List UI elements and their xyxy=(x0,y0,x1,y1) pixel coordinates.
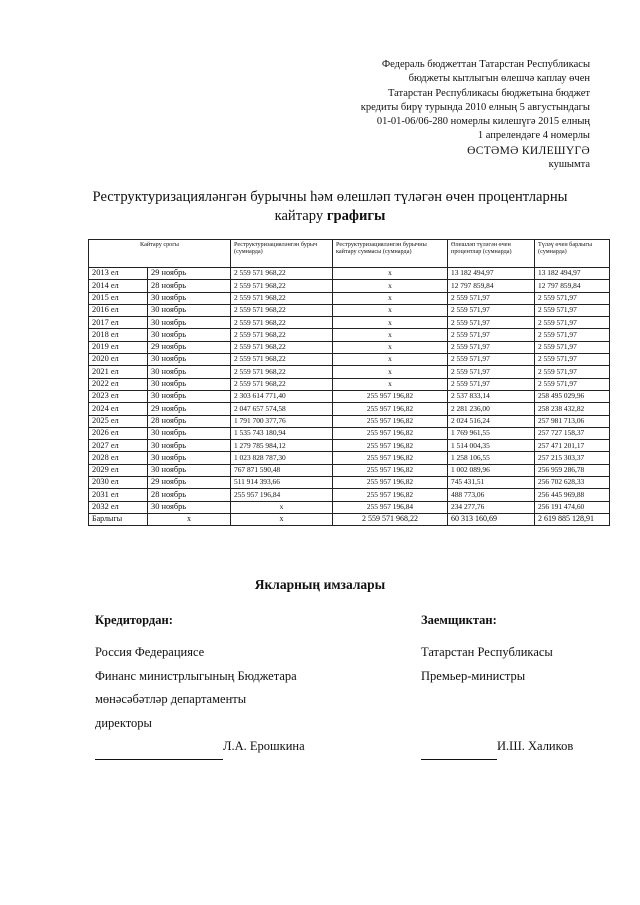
document-title xyxy=(60,188,600,226)
borrower-line: Премьер-министры xyxy=(421,668,526,683)
header-appendix-label: кушымта xyxy=(548,159,590,171)
cell-year: 2032 ел xyxy=(89,501,148,513)
table-row xyxy=(89,403,610,415)
cell-debt: 1 279 785 984,12 xyxy=(231,440,333,452)
cell-year: 2014 ел xyxy=(89,280,148,292)
cell-interest: 2 559 571,97 xyxy=(448,329,535,341)
cell-repayment: x xyxy=(333,317,448,329)
cell-total: 13 182 494,97 xyxy=(535,268,610,280)
cell-repayment: x xyxy=(333,341,448,353)
cell-debt: 2 559 571 968,22 xyxy=(231,268,333,280)
cell-debt: 1 791 700 377,76 xyxy=(231,415,333,427)
cell-date: 30 ноябрь xyxy=(148,329,231,341)
title-line-2b: графигы xyxy=(326,208,386,224)
cell-interest: 2 559 571,97 xyxy=(448,292,535,304)
cell-repayment: x xyxy=(333,366,448,378)
cell-repayment: x xyxy=(333,378,448,390)
cell-debt: 1 535 743 180,94 xyxy=(231,427,333,439)
cell-debt: 2 559 571 968,22 xyxy=(231,366,333,378)
cell-year: 2019 ел xyxy=(89,341,148,353)
cell-repayment: 255 957 196,84 xyxy=(333,501,448,513)
borrower-signature-line xyxy=(421,735,621,760)
cell-total: 2 559 571,97 xyxy=(535,354,610,366)
cell-year: 2015 ел xyxy=(89,292,148,304)
table-row xyxy=(89,317,610,329)
header-line: Татарстан Республикасы бюджетына бюджет xyxy=(387,87,590,99)
table-total-row xyxy=(89,513,610,525)
cell-year: 2026 ел xyxy=(89,427,148,439)
cell-interest: 1 258 106,55 xyxy=(448,452,535,464)
cell-repayment: 255 957 196,82 xyxy=(333,403,448,415)
cell-date: 30 ноябрь xyxy=(148,501,231,513)
cell-date: 30 ноябрь xyxy=(148,304,231,316)
signature-blank xyxy=(95,735,223,760)
cell-debt: x xyxy=(231,501,333,513)
cell-repayment: 255 957 196,82 xyxy=(333,427,448,439)
cell-interest: 2 281 236,00 xyxy=(448,403,535,415)
cell-total: 256 959 286,78 xyxy=(535,464,610,476)
cell-repayment: 255 957 196,82 xyxy=(333,464,448,476)
cell-interest: 1 769 961,55 xyxy=(448,427,535,439)
cell-year: 2013 ел xyxy=(89,268,148,280)
creditor-line: Россия Федерациясе xyxy=(95,645,205,659)
cell-repayment: 255 957 196,82 xyxy=(333,477,448,489)
creditor-signature-block xyxy=(95,613,395,760)
cell-debt: 255 957 196,84 xyxy=(231,489,333,501)
table-row xyxy=(89,427,610,439)
cell-repayment: x xyxy=(333,329,448,341)
cell-interest: 745 431,51 xyxy=(448,477,535,489)
cell-debt: 511 914 393,66 xyxy=(231,477,333,489)
creditor-name: Л.А. Ерошкина xyxy=(223,739,305,753)
cell-year: 2024 ел xyxy=(89,403,148,415)
cell-interest: 12 797 859,84 xyxy=(448,280,535,292)
cell-date: 30 ноябрь xyxy=(148,317,231,329)
cell-total: 2 559 571,97 xyxy=(535,292,610,304)
total-cell-debt: x xyxy=(231,513,333,525)
cell-total: 257 727 158,37 xyxy=(535,427,610,439)
table-row xyxy=(89,464,610,476)
cell-repayment: 255 957 196,82 xyxy=(333,489,448,501)
cell-repayment: x xyxy=(333,268,448,280)
cell-total: 258 238 432,82 xyxy=(535,403,610,415)
cell-year: 2031 ел xyxy=(89,489,148,501)
cell-repayment: 255 957 196,82 xyxy=(333,415,448,427)
cell-total: 2 559 571,97 xyxy=(535,366,610,378)
header-line: бюджеты кытлыгын өлешчә каплау өчен xyxy=(408,73,590,85)
cell-repayment: x xyxy=(333,292,448,304)
cell-date: 30 ноябрь xyxy=(148,354,231,366)
cell-interest: 2 559 571,97 xyxy=(448,378,535,390)
cell-date: 30 ноябрь xyxy=(148,366,231,378)
cell-year: 2021 ел xyxy=(89,366,148,378)
cell-date: 29 ноябрь xyxy=(148,477,231,489)
cell-year: 2018 ел xyxy=(89,329,148,341)
cell-debt: 2 559 571 968,22 xyxy=(231,304,333,316)
cell-interest: 2 559 571,97 xyxy=(448,341,535,353)
borrower-role: Заемщиктан: xyxy=(421,613,497,627)
table-body xyxy=(89,268,610,526)
table-row xyxy=(89,292,610,304)
cell-total: 257 471 201,17 xyxy=(535,440,610,452)
cell-interest: 13 182 494,97 xyxy=(448,268,535,280)
cell-year: 2016 ел xyxy=(89,304,148,316)
header-agreement-title: ӨСТӘМӘ КИЛЕШҮГӘ xyxy=(467,144,590,157)
total-cell-date: x xyxy=(148,513,231,525)
cell-total: 256 702 628,33 xyxy=(535,477,610,489)
total-cell-interest: 60 313 160,69 xyxy=(448,513,535,525)
cell-year: 2022 ел xyxy=(89,378,148,390)
cell-date: 30 ноябрь xyxy=(148,390,231,402)
cell-debt: 2 559 571 968,22 xyxy=(231,341,333,353)
cell-debt: 2 047 657 574,58 xyxy=(231,403,333,415)
cell-date: 29 ноябрь xyxy=(148,403,231,415)
cell-year: 2027 ел xyxy=(89,440,148,452)
borrower-name: И.Ш. Халиков xyxy=(497,739,574,753)
cell-date: 30 ноябрь xyxy=(148,378,231,390)
cell-year: 2030 ел xyxy=(89,477,148,489)
repayment-schedule-table xyxy=(88,239,610,526)
table-row xyxy=(89,390,610,402)
appendix-header xyxy=(290,58,590,172)
table-row xyxy=(89,341,610,353)
table-row xyxy=(89,452,610,464)
cell-repayment: 255 957 196,82 xyxy=(333,452,448,464)
cell-date: 30 ноябрь xyxy=(148,440,231,452)
cell-date: 29 ноябрь xyxy=(148,341,231,353)
borrower-line: Татарстан Республикасы xyxy=(421,645,553,659)
cell-debt: 2 559 571 968,22 xyxy=(231,280,333,292)
cell-debt: 2 559 571 968,22 xyxy=(231,378,333,390)
total-cell-repayment: 2 559 571 968,22 xyxy=(333,513,448,525)
cell-date: 29 ноябрь xyxy=(148,268,231,280)
cell-repayment: 255 957 196,82 xyxy=(333,390,448,402)
cell-year: 2029 ел xyxy=(89,464,148,476)
cell-total: 2 559 571,97 xyxy=(535,317,610,329)
header-cell-term: Кайтару срогы xyxy=(89,240,231,268)
table-row xyxy=(89,477,610,489)
creditor-line: Финанс министрлыгының Бюджетара xyxy=(95,668,297,683)
cell-total: 257 981 713,06 xyxy=(535,415,610,427)
table-row xyxy=(89,304,610,316)
cell-total: 2 559 571,97 xyxy=(535,378,610,390)
cell-total: 2 559 571,97 xyxy=(535,329,610,341)
cell-interest: 488 773,06 xyxy=(448,489,535,501)
table-row xyxy=(89,354,610,366)
cell-date: 28 ноябрь xyxy=(148,489,231,501)
header-line: 1 апрелендәге 4 номерлы xyxy=(477,130,590,142)
cell-debt: 2 559 571 968,22 xyxy=(231,329,333,341)
signature-blank xyxy=(421,735,497,760)
creditor-role: Кредитордан: xyxy=(95,613,173,627)
table-header-row xyxy=(89,240,610,268)
table-row xyxy=(89,489,610,501)
table-row xyxy=(89,378,610,390)
header-line: 01-01-06/06-280 номерлы килешүгә 2015 елның xyxy=(376,116,590,128)
cell-total: 258 495 029,96 xyxy=(535,390,610,402)
cell-debt: 2 559 571 968,22 xyxy=(231,354,333,366)
header-line: кредиты бирү турында 2010 елның 5 августындагы xyxy=(360,101,590,113)
table-row xyxy=(89,501,610,513)
cell-total: 256 445 969,88 xyxy=(535,489,610,501)
cell-year: 2028 ел xyxy=(89,452,148,464)
cell-year: 2023 ел xyxy=(89,390,148,402)
cell-year: 2025 ел xyxy=(89,415,148,427)
header-line: Федераль бюджеттан Татарстан Республикасы xyxy=(381,59,590,70)
total-cell-year: Барлыгы xyxy=(89,513,148,525)
total-cell-total: 2 619 885 128,91 xyxy=(535,513,610,525)
title-line-2a: кайтару xyxy=(274,208,327,224)
table-row xyxy=(89,268,610,280)
cell-total: 256 191 474,60 xyxy=(535,501,610,513)
table-row xyxy=(89,440,610,452)
header-cell-total: Түләү өчен барлыгы (сумнарда) xyxy=(535,240,610,268)
cell-total: 12 797 859,84 xyxy=(535,280,610,292)
title-line-2 xyxy=(60,207,600,226)
cell-repayment: x xyxy=(333,280,448,292)
cell-year: 2020 ел xyxy=(89,354,148,366)
cell-interest: 2 559 571,97 xyxy=(448,304,535,316)
cell-total: 2 559 571,97 xyxy=(535,341,610,353)
table-row xyxy=(89,366,610,378)
cell-repayment: x xyxy=(333,304,448,316)
cell-date: 28 ноябрь xyxy=(148,280,231,292)
cell-interest: 2 559 571,97 xyxy=(448,354,535,366)
header-cell-interest: Өлешләп түләгән өчен процентлар (сумнарда) xyxy=(448,240,535,268)
cell-year: 2017 ел xyxy=(89,317,148,329)
cell-interest: 2 024 516,24 xyxy=(448,415,535,427)
creditor-line: мөнәсәбәтләр департаменты xyxy=(95,692,247,706)
cell-debt: 1 023 828 787,30 xyxy=(231,452,333,464)
signatures-heading: Якларның имзалары xyxy=(254,577,386,592)
borrower-signature-block xyxy=(421,613,621,760)
cell-total: 2 559 571,97 xyxy=(535,304,610,316)
table-row xyxy=(89,415,610,427)
cell-interest: 2 537 833,14 xyxy=(448,390,535,402)
creditor-signature-line xyxy=(95,735,395,760)
cell-date: 28 ноябрь xyxy=(148,415,231,427)
title-line-1: Реструктуризацияләнгән бурычны һәм өлешләп түләгән өчен процентларны xyxy=(92,189,568,205)
table-row xyxy=(89,280,610,292)
header-cell-debt: Реструктуризацияләнгән бурыч (сумнарда) xyxy=(231,240,333,268)
cell-interest: 1 514 004,35 xyxy=(448,440,535,452)
cell-repayment: x xyxy=(333,354,448,366)
creditor-line: директоры xyxy=(95,715,152,730)
cell-date: 30 ноябрь xyxy=(148,427,231,439)
cell-date: 30 ноябрь xyxy=(148,452,231,464)
cell-date: 30 ноябрь xyxy=(148,292,231,304)
header-cell-repayment: Реструктуризацияләнгән бурычны кайтару суммасы (сумнарда) xyxy=(333,240,448,268)
cell-debt: 767 871 590,48 xyxy=(231,464,333,476)
table-row xyxy=(89,329,610,341)
cell-repayment: 255 957 196,82 xyxy=(333,440,448,452)
cell-interest: 2 559 571,97 xyxy=(448,366,535,378)
cell-date: 30 ноябрь xyxy=(148,464,231,476)
cell-total: 257 215 303,37 xyxy=(535,452,610,464)
cell-debt: 2 303 614 771,40 xyxy=(231,390,333,402)
cell-debt: 2 559 571 968,22 xyxy=(231,292,333,304)
cell-interest: 234 277,76 xyxy=(448,501,535,513)
cell-interest: 2 559 571,97 xyxy=(448,317,535,329)
cell-debt: 2 559 571 968,22 xyxy=(231,317,333,329)
cell-interest: 1 002 089,96 xyxy=(448,464,535,476)
